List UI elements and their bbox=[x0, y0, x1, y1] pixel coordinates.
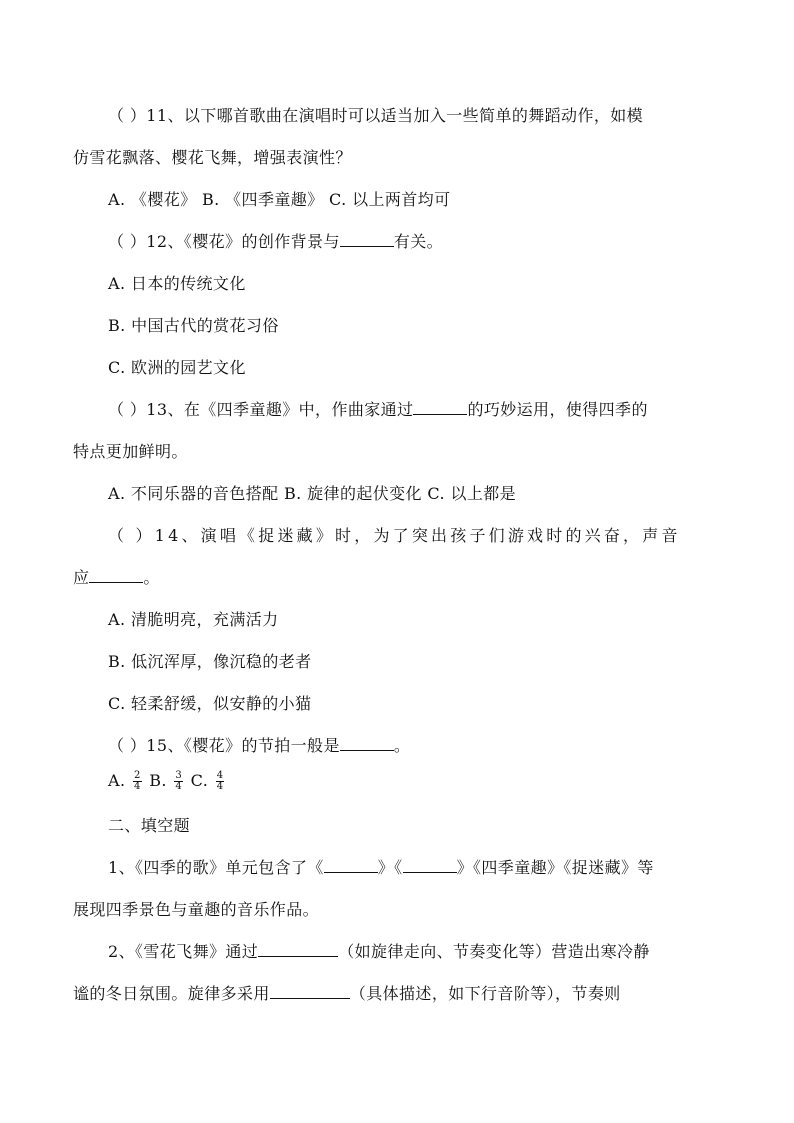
q11-line2: 仿雪花飘落、樱花飞舞，增强表演性？ bbox=[73, 148, 352, 167]
q14-line2 bbox=[73, 567, 160, 589]
q12-stem bbox=[108, 231, 443, 253]
f1-part1: 1、《四季的歌》单元包含了《 bbox=[108, 858, 324, 877]
f1-line2: 展现四季景色与童趣的音乐作品。 bbox=[73, 900, 320, 919]
q12-stem-after: 有关。 bbox=[393, 232, 444, 251]
f2-blank-2 bbox=[270, 984, 350, 999]
q15-option-c-label: C. bbox=[190, 771, 209, 790]
q15-option-a-label: A. bbox=[108, 771, 126, 790]
f2-part2: （如旋律走向、节奏变化等）营造出寒冷静 bbox=[338, 942, 650, 961]
q11-options: A. 《樱花》 B. 《四季童趣》 C. 以上两首均可 bbox=[108, 190, 451, 209]
q14-option-c: C. 轻柔舒缓，似安静的小猫 bbox=[108, 694, 312, 713]
fraction-denominator: 4 bbox=[216, 781, 224, 792]
f1-blank-2 bbox=[403, 858, 457, 873]
fraction-numerator: 3 bbox=[175, 770, 183, 781]
q15-option-c-fraction bbox=[216, 771, 225, 792]
q15-option-b-fraction bbox=[174, 771, 183, 792]
q13-line1-before: （ ）13、在《四季童趣》中，作曲家通过 bbox=[108, 400, 414, 419]
fraction-denominator: 4 bbox=[133, 781, 141, 792]
f2-line2-part2: （具体描述，如下行音阶等），节奏则 bbox=[349, 984, 621, 1003]
q15-stem bbox=[108, 735, 410, 757]
f1-part2: 》《 bbox=[377, 858, 403, 877]
q13-line1-after: 的巧妙运用，使得四季的 bbox=[467, 400, 648, 419]
f1-blank-1 bbox=[324, 858, 378, 873]
q14-option-b: B. 低沉浑厚，像沉稳的老者 bbox=[108, 652, 312, 671]
q13-options: A. 不同乐器的音色搭配 B. 旋律的起伏变化 C. 以上都是 bbox=[108, 484, 517, 503]
q14-line2-before: 应 bbox=[73, 568, 90, 587]
f2-blank-1 bbox=[258, 942, 338, 957]
f1-part3: 》《四季童趣》《捉迷藏》等 bbox=[456, 858, 654, 877]
q15-option-a-fraction bbox=[133, 771, 142, 792]
q14-option-a: A. 清脆明亮，充满活力 bbox=[108, 610, 279, 629]
q14-blank bbox=[89, 568, 143, 583]
q12-stem-before: （ ）12、《樱花》的创作背景与 bbox=[108, 232, 340, 251]
fraction-numerator: 2 bbox=[133, 770, 141, 781]
q12-option-c: C. 欧洲的园艺文化 bbox=[108, 358, 246, 377]
section-heading: 二、填空题 bbox=[108, 816, 191, 835]
q15-blank bbox=[340, 736, 394, 751]
f1-line1 bbox=[108, 857, 654, 879]
q14-line1: （ ）14、演唱《捉迷藏》时，为了突出孩子们游戏时的兴奋，声音 bbox=[108, 526, 681, 545]
fraction-denominator: 4 bbox=[175, 781, 183, 792]
f2-line2 bbox=[73, 983, 621, 1005]
q12-option-b: B. 中国古代的赏花习俗 bbox=[108, 316, 279, 335]
f2-line2-part1: 谧的冬日氛围。旋律多采用 bbox=[73, 984, 270, 1003]
f2-line1 bbox=[108, 941, 650, 963]
q15-option-b-label: B. bbox=[149, 771, 167, 790]
q13-line1 bbox=[108, 399, 648, 421]
q15-stem-after: 。 bbox=[393, 736, 411, 755]
f2-part1: 2、《雪花飞舞》通过 bbox=[108, 942, 259, 961]
q14-line2-after: 。 bbox=[143, 568, 160, 587]
q15-stem-before: （ ）15、《樱花》的节拍一般是 bbox=[108, 736, 340, 755]
q13-line2: 特点更加鲜明。 bbox=[73, 442, 188, 461]
q15-options bbox=[108, 768, 226, 794]
q12-blank bbox=[340, 232, 394, 247]
q12-option-a: A. 日本的传统文化 bbox=[108, 274, 246, 293]
fraction-numerator: 4 bbox=[216, 770, 224, 781]
q13-blank bbox=[413, 400, 467, 415]
q11-line1: （ ）11、以下哪首歌曲在演唱时可以适当加入一些简单的舞蹈动作，如模 bbox=[108, 106, 644, 125]
